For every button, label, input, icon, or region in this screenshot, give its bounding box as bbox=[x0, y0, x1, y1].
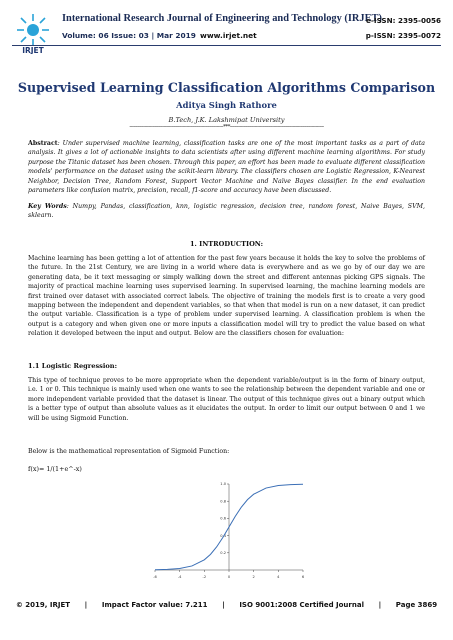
subsection-heading-logistic-regression: 1.1 Logistic Regression: bbox=[28, 362, 117, 370]
y-tick-label: 1.0 bbox=[220, 482, 226, 487]
issn-electronic: e-ISSN: 2395-0056 bbox=[366, 16, 441, 25]
y-tick-label: 0.8 bbox=[220, 499, 226, 504]
logistic-regression-paragraph: This type of technique proves to be more appropriate when the dependent variable/output is in the form of binary output, i.e. 1 or 0. This technique is mainly used when one wants to see the relationship between the dependent variable and one or more independent variable provided that the dataset is linear. The output of this technique gives out a binary output which is a better type of output than absolute values as it elucidates the output. In order to limit our output between 0 and 1 we will be using Sigmoid Function. bbox=[28, 377, 425, 422]
y-tick-label: 0.4 bbox=[220, 533, 226, 538]
x-tick-label: 0 bbox=[227, 575, 231, 579]
volume-issue: Volume: 06 Issue: 03 | Mar 2019 bbox=[62, 31, 196, 40]
keywords bbox=[28, 202, 425, 221]
keywords-text: : Numpy, Pandas, classification, knn, logistic regression, decision tree, random forest, Naive Bayes, SVM, sklearn. bbox=[28, 203, 425, 220]
y-tick-label: 0.2 bbox=[220, 551, 226, 555]
sigmoid-formula: f(x)= 1/(1+e^-x) bbox=[28, 465, 82, 473]
journal-website-link[interactable]: www.irjet.net bbox=[200, 31, 257, 40]
x-tick-label: 6 bbox=[301, 575, 305, 579]
journal-header bbox=[0, 0, 453, 62]
x-tick-label: -6 bbox=[153, 575, 157, 579]
footer-impact-factor: Impact Factor value: 7.211 bbox=[101, 601, 208, 609]
section-heading-introduction: 1. INTRODUCTION: bbox=[189, 240, 264, 248]
header-divider bbox=[12, 45, 441, 46]
author-affiliation: B.Tech, J.K. Lakshmipat University bbox=[168, 116, 285, 124]
footer-page-number: Page 3869 bbox=[395, 601, 438, 609]
section-separator: ---------------------------------------------------------------------***--------------------------------------------------------------------- bbox=[129, 124, 324, 130]
x-tick-label: -2 bbox=[202, 575, 207, 579]
y-tick-label: 0.6 bbox=[220, 516, 226, 521]
paper-author: Aditya Singh Rathore bbox=[176, 100, 277, 110]
sigmoid-intro: Below is the mathematical representation of Sigmoid Function: bbox=[28, 448, 230, 455]
journal-title: International Research Journal of Engineering and Technology (IRJET) bbox=[62, 13, 382, 24]
footer-iso: ISO 9001:2008 Certified Journal bbox=[239, 601, 364, 609]
issn-print: p-ISSN: 2395-0072 bbox=[365, 31, 441, 40]
keywords-label: Key Words bbox=[28, 203, 67, 210]
sigmoid-chart bbox=[141, 478, 311, 583]
page-footer: © 2019, IRJET | Impact Factor value: 7.211 | ISO 9001:2008 Certified Journal | Page 3869 bbox=[15, 601, 438, 609]
introduction-paragraph: Machine learning has been getting a lot of attention for the past few years because it holds the key to solve the problems of the future. In the 21st Century, we are living in a world where data is everywhere and as we go by of our day we are generating data, be it text messaging or simply walking down the street and different antennas picking GPS signals. The majority of practical machine learning uses supervised learning. In supervised learning, the machine learning models are first trained over dataset with associated correct labels. The objective of training the models first is to create a very good mapping between the independent and dependent variables, so that when that model is run on a new dataset, it can predict the output variable. Classification is a type of problem under supervised learning. A classification problem is when the output is a category and when given one or more inputs a classification model will try to predict the value based on what relation it developed between the input and output. Below are the classifiers chosen for evaluation: bbox=[28, 255, 425, 338]
x-tick-label: 4 bbox=[277, 575, 280, 579]
x-tick-label: 2 bbox=[252, 575, 255, 579]
abstract bbox=[28, 139, 425, 195]
irjet-logo-icon bbox=[12, 12, 54, 54]
paper-title: Supervised Learning Classification Algorithms Comparison bbox=[17, 80, 436, 95]
footer-copyright: © 2019, IRJET bbox=[15, 601, 71, 609]
x-tick-label: -4 bbox=[177, 575, 182, 579]
abstract-label: Abstract bbox=[28, 140, 58, 147]
abstract-text: : Under supervised machine learning, classification tasks are one of the most important tasks as a part of data analysis. It gives a lot of actionable insights to data scientists after using different machine learning algorithms. For study purpose the Titanic dataset has been chosen. Through this paper, an effort has been made to evaluate different classification models' performance on the dataset using the scikit-learn library. The classifiers chosen are Logistic Regression, K-Nearest Neighbor, Decision Tree, Random Forest, Support Vector Machine and Naïve Bayes classifier. In the end evaluation parameters like confusion matrix, precision, recall, f1-score and accuracy have been discussed. bbox=[28, 140, 425, 195]
logo-wordmark: IRJET bbox=[22, 46, 44, 54]
